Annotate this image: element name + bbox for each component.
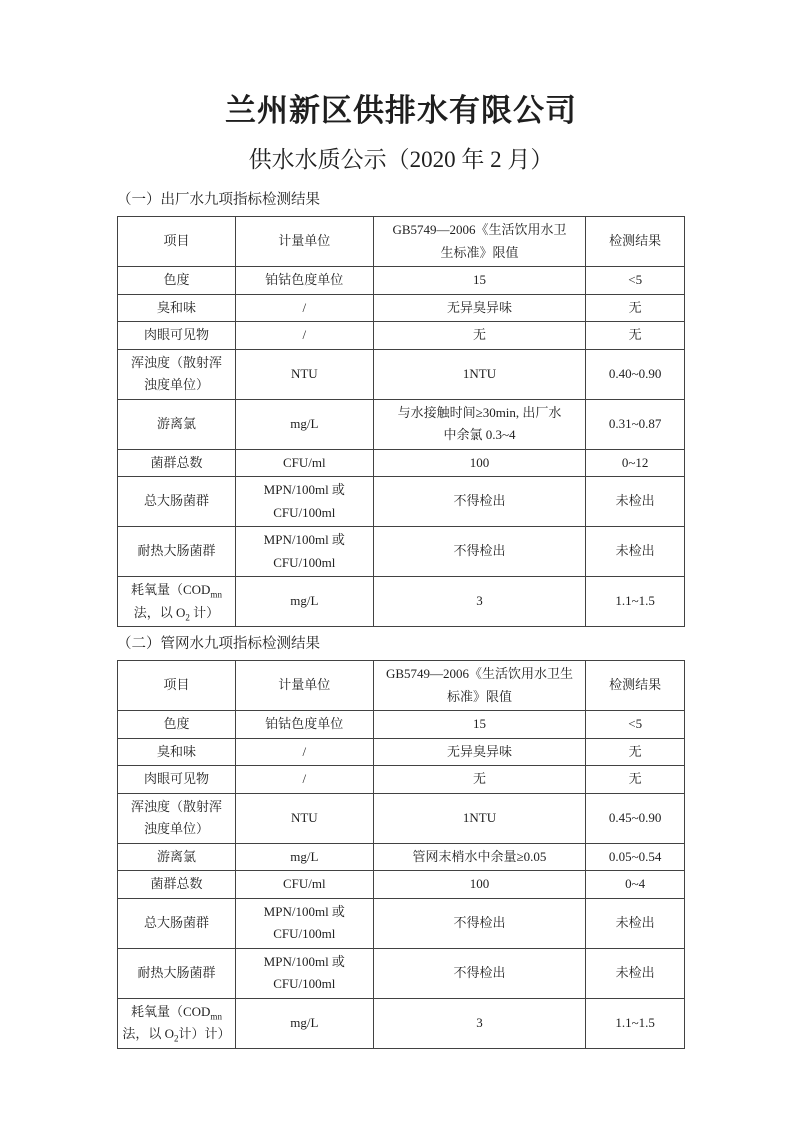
cell-unit: CFU/ml <box>235 449 373 477</box>
cell-limit: 无 <box>373 322 586 350</box>
table-row <box>118 349 685 399</box>
cell-result: 1.1~1.5 <box>586 577 685 627</box>
cell-item: 色度 <box>118 267 236 295</box>
cell-limit: 无异臭异味 <box>373 294 586 322</box>
cell-result: 0.45~0.90 <box>586 793 685 843</box>
cell-limit: 无异臭异味 <box>373 738 586 766</box>
cell-limit: 100 <box>373 449 586 477</box>
table-row <box>118 871 685 899</box>
table-row <box>118 738 685 766</box>
cell-result: 未检出 <box>586 527 685 577</box>
cell-limit: 与水接触时间≥30min, 出厂水 中余氯 0.3~4 <box>373 399 586 449</box>
section-title-pipe-network-water: （二）管网水九项指标检测结果 <box>117 636 320 652</box>
cell-item: 耗氧量（$COD_{mn}$ 法，以 $O_2$ 计） <box>118 577 236 627</box>
cell-result: 0.31~0.87 <box>586 399 685 449</box>
cell-item: 总大肠菌群 <box>118 477 236 527</box>
cell-limit: 3 <box>373 577 586 627</box>
cell-item: 游离氯 <box>118 399 236 449</box>
cell-result: 无 <box>586 294 685 322</box>
cell-item: 菌群总数 <box>118 449 236 477</box>
cell-item: 肉眼可见物 <box>118 766 236 794</box>
cell-item: 色度 <box>118 711 236 739</box>
cell-unit: / <box>235 322 373 350</box>
cell-item: 肉眼可见物 <box>118 322 236 350</box>
cell-item: 耐热大肠菌群 <box>118 948 236 998</box>
cell-limit: 15 <box>373 711 586 739</box>
cell-item: 耐热大肠菌群 <box>118 527 236 577</box>
table-row <box>118 766 685 794</box>
cell-limit: 不得检出 <box>373 477 586 527</box>
page-title: 兰州新区供排水有限公司 <box>225 93 577 128</box>
cell-limit: 100 <box>373 871 586 899</box>
column-header: GB5749—2006《生活饮用水卫生 标准》限值 <box>373 661 586 711</box>
table-row <box>118 843 685 871</box>
column-header: 计量单位 <box>235 217 373 267</box>
section-title-factory-water: （一）出厂水九项指标检测结果 <box>117 192 320 208</box>
cell-item: 游离氯 <box>118 843 236 871</box>
cell-unit: MPN/100ml 或 CFU/100ml <box>235 527 373 577</box>
cell-item: 臭和味 <box>118 738 236 766</box>
cell-result: 未检出 <box>586 898 685 948</box>
cell-unit: MPN/100ml 或 CFU/100ml <box>235 948 373 998</box>
cell-result: 1.1~1.5 <box>586 998 685 1048</box>
cell-limit: 1NTU <box>373 349 586 399</box>
cell-result: <5 <box>586 711 685 739</box>
cell-result: 未检出 <box>586 948 685 998</box>
cell-limit: 15 <box>373 267 586 295</box>
column-header: 项目 <box>118 217 236 267</box>
cell-item: 臭和味 <box>118 294 236 322</box>
page-subtitle: 供水水质公示（2020 年 2 月） <box>248 147 554 172</box>
header-row <box>118 217 685 267</box>
cell-limit: 无 <box>373 766 586 794</box>
cell-unit: NTU <box>235 793 373 843</box>
cell-item: 总大肠菌群 <box>118 898 236 948</box>
table-row <box>118 267 685 295</box>
cell-item: 菌群总数 <box>118 871 236 899</box>
cell-item: 浑浊度（散射浑 浊度单位） <box>118 349 236 399</box>
column-header: 计量单位 <box>235 661 373 711</box>
table-row <box>118 793 685 843</box>
column-header: 项目 <box>118 661 236 711</box>
cell-unit: mg/L <box>235 399 373 449</box>
cell-result: <5 <box>586 267 685 295</box>
column-header: 检测结果 <box>586 217 685 267</box>
cell-result: 未检出 <box>586 477 685 527</box>
cell-unit: mg/L <box>235 843 373 871</box>
cell-unit: / <box>235 766 373 794</box>
cell-limit: 1NTU <box>373 793 586 843</box>
cell-unit: 铂钴色度单位 <box>235 267 373 295</box>
cell-result: 0.40~0.90 <box>586 349 685 399</box>
cell-item: 耗氧量（$COD_{mn}$ 法，以 $O_2$计）计） <box>118 998 236 1048</box>
cell-unit: NTU <box>235 349 373 399</box>
cell-unit: 铂钴色度单位 <box>235 711 373 739</box>
cell-result: 0~12 <box>586 449 685 477</box>
table-row <box>118 399 685 449</box>
table-row <box>118 477 685 527</box>
cell-item: 浑浊度（散射浑 浊度单位） <box>118 793 236 843</box>
cell-limit: 3 <box>373 998 586 1048</box>
cell-unit: mg/L <box>235 998 373 1048</box>
table-row <box>118 322 685 350</box>
cell-unit: MPN/100ml 或 CFU/100ml <box>235 898 373 948</box>
table-row <box>118 948 685 998</box>
table-row <box>118 898 685 948</box>
cell-unit: mg/L <box>235 577 373 627</box>
cell-limit: 不得检出 <box>373 898 586 948</box>
cell-unit: / <box>235 738 373 766</box>
cell-limit: 管网末梢水中余量≥0.05 <box>373 843 586 871</box>
table-row <box>118 711 685 739</box>
cell-limit: 不得检出 <box>373 527 586 577</box>
cell-result: 无 <box>586 322 685 350</box>
column-header: 检测结果 <box>586 661 685 711</box>
pipe-network-water-table <box>117 660 685 1049</box>
table-row <box>118 294 685 322</box>
table-row <box>118 449 685 477</box>
column-header: GB5749—2006《生活饮用水卫 生标准》限值 <box>373 217 586 267</box>
factory-water-table <box>117 216 685 627</box>
table-row <box>118 527 685 577</box>
header-row <box>118 661 685 711</box>
cell-unit: CFU/ml <box>235 871 373 899</box>
cell-result: 0.05~0.54 <box>586 843 685 871</box>
cell-result: 无 <box>586 738 685 766</box>
cell-unit: / <box>235 294 373 322</box>
cell-result: 0~4 <box>586 871 685 899</box>
cell-result: 无 <box>586 766 685 794</box>
cell-unit: MPN/100ml 或 CFU/100ml <box>235 477 373 527</box>
table-row <box>118 577 685 627</box>
table-row <box>118 998 685 1048</box>
cell-limit: 不得检出 <box>373 948 586 998</box>
